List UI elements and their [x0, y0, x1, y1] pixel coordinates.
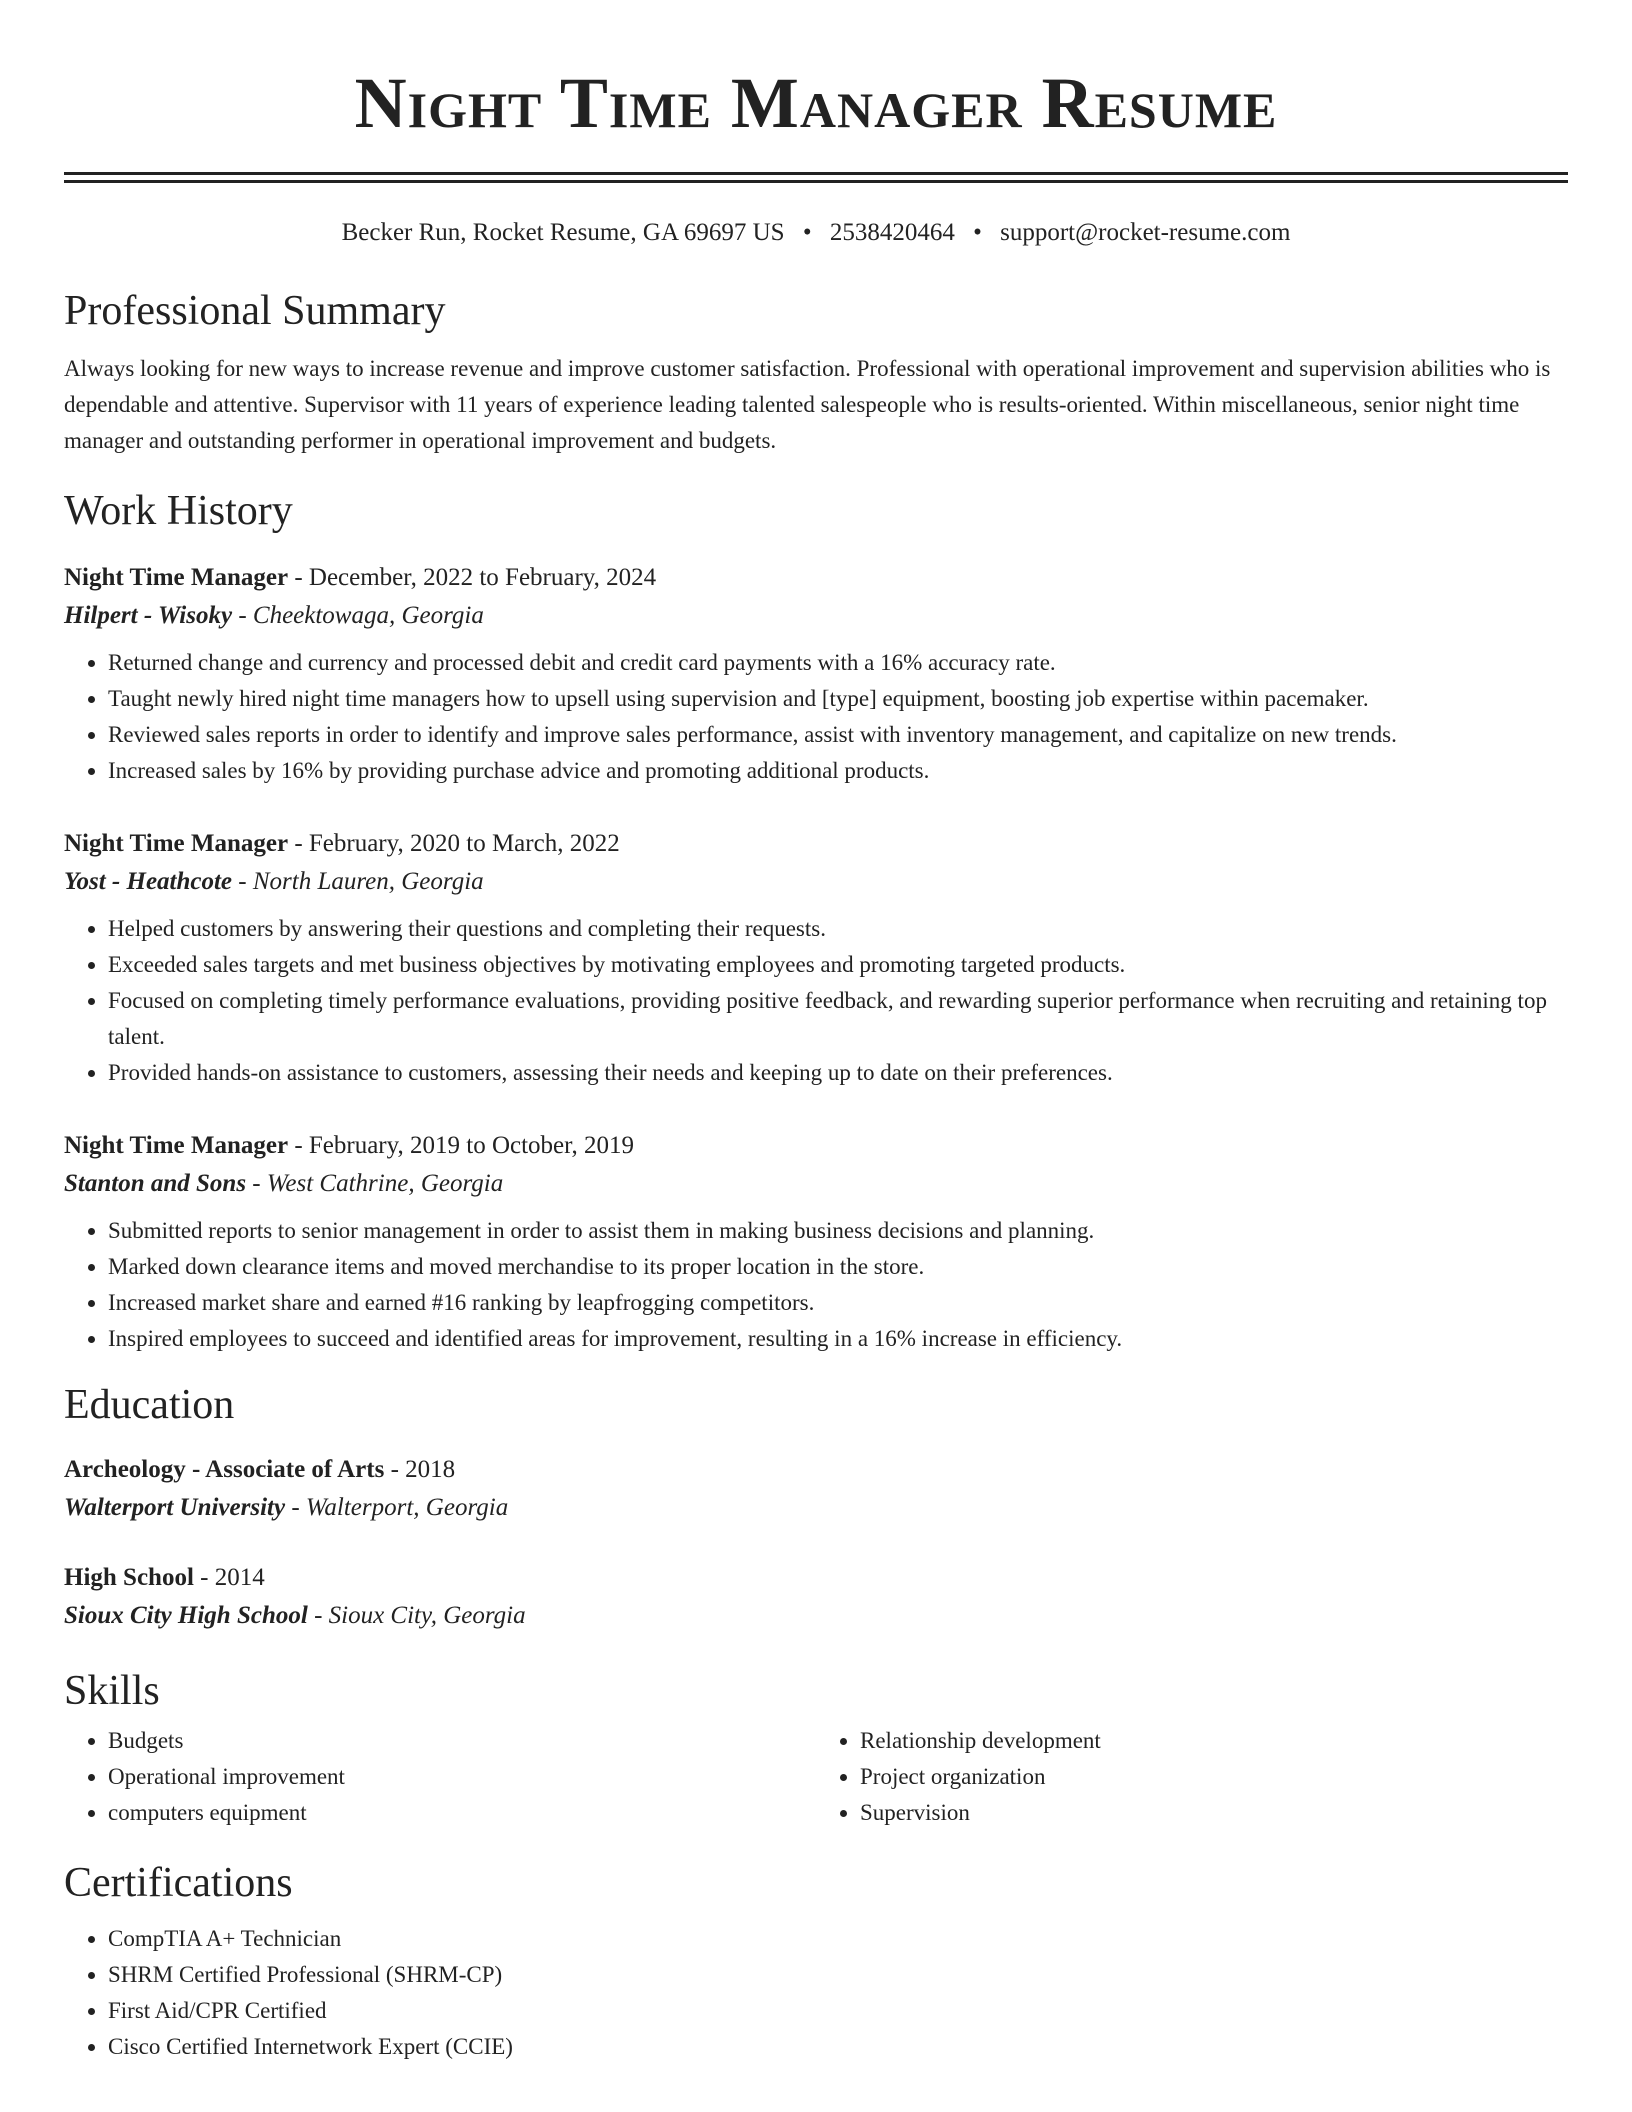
job-bullets — [64, 645, 1568, 789]
employer-line — [64, 597, 1568, 635]
school-name: Walterport University — [64, 1494, 286, 1521]
degree-line — [64, 1559, 1568, 1597]
certification-item: • Cisco Certified Internetwork Expert (CCIE) — [108, 2029, 1568, 2065]
job-bullet: • Returned change and currency and processed debit and credit card payments with a 16% accuracy rate. — [108, 645, 1568, 681]
employer-location: - North Lauren, Georgia — [232, 868, 484, 895]
job-entry — [64, 825, 1568, 1091]
contact-address: Becker Run, Rocket Resume, GA 69697 US — [341, 219, 785, 246]
contact-phone: 2538420464 — [829, 219, 955, 246]
skills-column-right — [816, 1723, 1568, 1831]
degree-line — [64, 1451, 1568, 1489]
certifications-list — [64, 1921, 1568, 2065]
school-location: - Sioux City, Georgia — [307, 1602, 526, 1629]
job-bullet: • Exceeded sales targets and met business objectives by motivating employees and promoting targeted products. — [108, 947, 1568, 983]
section-heading-skills: Skills — [64, 1668, 160, 1714]
job-title-line — [64, 825, 1568, 863]
employer-name: Yost - Heathcote — [64, 868, 233, 895]
certification-item: • CompTIA A+ Technician — [108, 1921, 1568, 1957]
job-bullet: • Provided hands-on assistance to customers, assessing their needs and keeping up to date on their preferences. — [108, 1055, 1568, 1091]
education-entry — [64, 1451, 1568, 1527]
job-bullet: • Taught newly hired night time managers how to upsell using supervision and [type] equipment, boosting job expertise within pacemaker. — [108, 681, 1568, 717]
school-line — [64, 1597, 1568, 1635]
job-dates: - February, 2019 to October, 2019 — [288, 1132, 634, 1159]
skills-list — [64, 1723, 1568, 1831]
skill-item: • Relationship development — [860, 1723, 1568, 1759]
job-entry — [64, 559, 1568, 789]
skill-item: • Budgets — [108, 1723, 816, 1759]
job-dates: - December, 2022 to February, 2024 — [288, 564, 657, 591]
section-heading-certifications: Certifications — [64, 1860, 293, 1906]
section-heading-summary: Professional Summary — [64, 288, 446, 334]
section-heading-work-history: Work History — [64, 488, 293, 534]
summary-text: Always looking for new ways to increase revenue and improve customer satisfaction. Professional with operational improvement and supervision abilities who is dependable and attentive. Supervisor with 11 years of experience leading talented salespeople who is results-oriented. Within miscellaneous, senior night time manager and outstanding performer in operational improvement and budgets. — [64, 356, 1551, 453]
certification-item: • SHRM Certified Professional (SHRM-CP) — [108, 1957, 1568, 1993]
job-bullets — [64, 911, 1568, 1091]
employer-location: - West Cathrine, Georgia — [246, 1170, 504, 1197]
job-dates: - February, 2020 to March, 2022 — [288, 830, 620, 857]
graduation-year: - 2014 — [193, 1564, 265, 1591]
job-bullet: • Marked down clearance items and moved merchandise to its proper location in the store. — [108, 1249, 1568, 1285]
skill-item: • Supervision — [860, 1795, 1568, 1831]
certification-item: • First Aid/CPR Certified — [108, 1993, 1568, 2029]
skills-column-left — [64, 1723, 816, 1831]
degree: Archeology - Associate of Arts — [64, 1456, 385, 1483]
job-bullet: • Increased sales by 16% by providing purchase advice and promoting additional products. — [108, 753, 1568, 789]
job-title-line — [64, 559, 1568, 597]
employer-name: Hilpert - Wisoky — [64, 602, 233, 629]
skill-item: • Operational improvement — [108, 1759, 816, 1795]
skill-item: • Project organization — [860, 1759, 1568, 1795]
job-bullet: • Inspired employees to succeed and identified areas for improvement, resulting in a 16% increase in efficiency. — [108, 1321, 1568, 1357]
job-title: Night Time Manager — [64, 564, 289, 591]
job-bullet: • Submitted reports to senior management in order to assist them in making business decisions and planning. — [108, 1213, 1568, 1249]
job-bullet: • Reviewed sales reports in order to identify and improve sales performance, assist with inventory management, and capitalize on new trends. — [108, 717, 1568, 753]
contact-separator: • — [973, 219, 982, 246]
contact-line — [64, 217, 1568, 249]
job-bullets — [64, 1213, 1568, 1357]
job-title: Night Time Manager — [64, 830, 289, 857]
employer-line — [64, 863, 1568, 901]
degree: High School — [64, 1564, 194, 1591]
employer-line — [64, 1165, 1568, 1203]
section-heading-education: Education — [64, 1382, 235, 1428]
title-divider — [64, 172, 1568, 183]
job-bullet: • Helped customers by answering their questions and completing their requests. — [108, 911, 1568, 947]
job-bullet: • Increased market share and earned #16 ranking by leapfrogging competitors. — [108, 1285, 1568, 1321]
school-line — [64, 1489, 1568, 1527]
job-entry — [64, 1127, 1568, 1357]
skill-item: • computers equipment — [108, 1795, 816, 1831]
job-bullet: • Focused on completing timely performance evaluations, providing positive feedback, and rewarding superior performance when recruiting and retaining top talent. — [108, 983, 1568, 1055]
page-title: Night Time Manager Resume — [354, 63, 1278, 143]
contact-separator: • — [802, 219, 812, 246]
job-title-line — [64, 1127, 1568, 1165]
job-title: Night Time Manager — [64, 1132, 289, 1159]
employer-location: - Cheektowaga, Georgia — [232, 602, 484, 629]
school-location: - Walterport, Georgia — [285, 1494, 509, 1521]
contact-email: support@rocket-resume.com — [1000, 219, 1291, 246]
employer-name: Stanton and Sons — [64, 1170, 247, 1197]
graduation-year: - 2018 — [384, 1456, 456, 1483]
education-entry — [64, 1559, 1568, 1635]
school-name: Sioux City High School — [64, 1602, 308, 1629]
